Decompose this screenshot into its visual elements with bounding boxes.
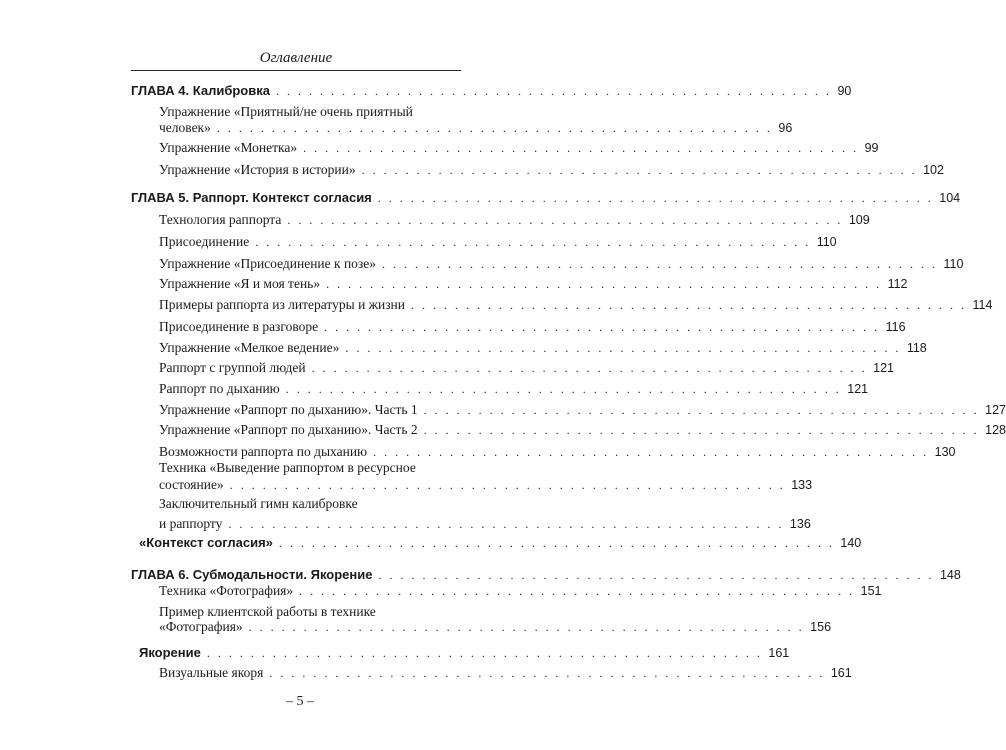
dot-leader: . . . . . . . . . . . . . . . . . . . . . . . . . . . . . . . . . . . . . . . . . . . . . . . . . . . <box>378 568 934 582</box>
toc-page-number: 99 <box>864 141 879 155</box>
toc-subsection-entry <box>139 645 790 661</box>
toc-entry <box>159 212 870 228</box>
toc-page-number: 121 <box>873 361 894 375</box>
toc-entry-first-line: Заключительный гимн калибровке <box>159 496 358 511</box>
dot-leader: . . . . . . . . . . . . . . . . . . . . . . . . . . . . . . . . . . . . . . . . . . . . . . . . . . . <box>324 320 880 334</box>
dot-leader: . . . . . . . . . . . . . . . . . . . . . . . . . . . . . . . . . . . . . . . . . . . . . . . . . . . <box>411 298 967 312</box>
header-rule <box>131 70 461 71</box>
dot-leader: . . . . . . . . . . . . . . . . . . . . . . . . . . . . . . . . . . . . . . . . . . . . . . . . . . . <box>373 445 929 459</box>
page-number: – 5 – <box>286 694 314 709</box>
toc-entry <box>159 319 906 335</box>
toc-page-number: 114 <box>972 298 993 312</box>
dot-leader: . . . . . . . . . . . . . . . . . . . . . . . . . . . . . . . . . . . . . . . . . . . . . . . . . . . <box>377 191 934 205</box>
dot-leader: . . . . . . . . . . . . . . . . . . . . . . . . . . . . . . . . . . . . . . . . . . . . . . . . . . . <box>255 235 811 249</box>
dot-leader: . . . . . . . . . . . . . . . . . . . . . . . . . . . . . . . . . . . . . . . . . . . . . . . . . . . <box>326 277 882 291</box>
toc-entry-title: и раппорту <box>159 516 223 531</box>
toc-chapter-entry <box>131 567 961 583</box>
toc-entry-title: Технология раппорта <box>159 212 282 227</box>
toc-entry-title: Упражнение «Раппорт по дыханию». Часть 1 <box>159 402 418 417</box>
dot-leader: . . . . . . . . . . . . . . . . . . . . . . . . . . . . . . . . . . . . . . . . . . . . . . . . . . . <box>423 403 980 417</box>
toc-entry-first-line: Пример клиентской работы в технике <box>159 604 376 619</box>
toc-entry <box>159 162 944 178</box>
toc-page-number: 110 <box>943 257 964 271</box>
toc-entry-first-line: Упражнение «Приятный/не очень приятный <box>159 104 413 119</box>
toc-entry <box>159 402 1006 418</box>
toc-entry-title: Упражнение «История в истории» <box>159 162 356 177</box>
toc-entry <box>159 256 964 272</box>
toc-entry-title: Упражнение «Мелкое ведение» <box>159 340 340 355</box>
toc-page-number: 161 <box>830 666 852 680</box>
toc-page-number: 156 <box>810 620 832 634</box>
toc-entry-title: «Контекст согласия» <box>139 535 273 550</box>
toc-entry-title: ГЛАВА 6. Субмодальности. Якорение <box>131 567 373 582</box>
toc-page-number: 136 <box>789 517 811 531</box>
toc-page-number: 127 <box>985 403 1006 417</box>
dot-leader: . . . . . . . . . . . . . . . . . . . . . . . . . . . . . . . . . . . . . . . . . . . . . . . . . . . <box>275 84 832 98</box>
toc-page-number: 140 <box>840 536 862 550</box>
running-header-title: Оглавление <box>259 50 333 66</box>
toc-subsection-entry <box>139 535 862 551</box>
toc-entry-title: ГЛАВА 5. Раппорт. Контекст согласия <box>131 190 372 205</box>
dot-leader: . . . . . . . . . . . . . . . . . . . . . . . . . . . . . . . . . . . . . . . . . . . . . . . . . . . <box>248 620 805 634</box>
toc-page-number: 148 <box>939 568 961 582</box>
toc-entry-title: человек» <box>159 120 211 135</box>
toc-entry <box>159 120 793 136</box>
toc-entry <box>159 422 1006 438</box>
toc-entry-title: Упражнение «Монетка» <box>159 140 298 155</box>
toc-entry-title: Возможности раппорта по дыханию <box>159 444 368 459</box>
toc-page-number: 128 <box>985 423 1006 437</box>
dot-leader: . . . . . . . . . . . . . . . . . . . . . . . . . . . . . . . . . . . . . . . . . . . . . . . . . . . <box>206 646 763 660</box>
toc-entry <box>159 234 837 250</box>
toc-entry-title: Присоединение в разговоре <box>159 319 319 334</box>
toc-entry <box>159 340 927 356</box>
dot-leader: . . . . . . . . . . . . . . . . . . . . . . . . . . . . . . . . . . . . . . . . . . . . . . . . . . . <box>382 257 938 271</box>
toc-entry <box>159 381 869 397</box>
toc-page-number: 102 <box>923 163 944 177</box>
toc-page-number: 161 <box>768 646 790 660</box>
toc-entry-title: Визуальные якоря <box>159 665 264 680</box>
toc-page-number: 130 <box>934 445 956 459</box>
dot-leader: . . . . . . . . . . . . . . . . . . . . . . . . . . . . . . . . . . . . . . . . . . . . . . . . . . . <box>278 536 835 550</box>
toc-entry <box>159 444 956 460</box>
toc-chapter-entry <box>131 190 961 206</box>
toc-entry-title: Присоединение <box>159 234 250 249</box>
dot-leader: . . . . . . . . . . . . . . . . . . . . . . . . . . . . . . . . . . . . . . . . . . . . . . . . . . . <box>299 584 855 598</box>
toc-entry-title: Упражнение «Присоединение к позе» <box>159 256 377 271</box>
toc-entry <box>159 619 832 635</box>
toc-page-number: 133 <box>791 478 813 492</box>
dot-leader: . . . . . . . . . . . . . . . . . . . . . . . . . . . . . . . . . . . . . . . . . . . . . . . . . . . <box>269 666 825 680</box>
toc-page-number: 116 <box>885 320 906 334</box>
toc-page-number: 112 <box>887 277 908 291</box>
toc-entry <box>159 477 813 493</box>
toc-entry <box>159 583 882 599</box>
dot-leader: . . . . . . . . . . . . . . . . . . . . . . . . . . . . . . . . . . . . . . . . . . . . . . . . . . . <box>285 382 842 396</box>
toc-page-number: 151 <box>860 584 882 598</box>
dot-leader: . . . . . . . . . . . . . . . . . . . . . . . . . . . . . . . . . . . . . . . . . . . . . . . . . . . <box>228 517 784 531</box>
toc-page-number: 96 <box>778 121 793 135</box>
dot-leader: . . . . . . . . . . . . . . . . . . . . . . . . . . . . . . . . . . . . . . . . . . . . . . . . . . . <box>345 341 901 355</box>
dot-leader: . . . . . . . . . . . . . . . . . . . . . . . . . . . . . . . . . . . . . . . . . . . . . . . . . . . <box>423 423 980 437</box>
toc-entry-title: Раппорт по дыханию <box>159 381 280 396</box>
dot-leader: . . . . . . . . . . . . . . . . . . . . . . . . . . . . . . . . . . . . . . . . . . . . . . . . . . . <box>229 478 786 492</box>
toc-entry-first-line: Техника «Выведение раппортом в ресурсное <box>159 460 416 475</box>
toc-page-number: 104 <box>939 191 961 205</box>
toc-entry <box>159 297 993 313</box>
toc-entry-title: Упражнение «Раппорт по дыханию». Часть 2 <box>159 422 418 437</box>
toc-entry <box>159 276 908 292</box>
toc-entry-title: состояние» <box>159 477 224 492</box>
toc-page-number: 90 <box>837 84 852 98</box>
toc-page-number: 118 <box>906 341 927 355</box>
toc-entry-title: Примеры раппорта из литературы и жизни <box>159 297 405 312</box>
toc-chapter-entry <box>131 83 852 99</box>
toc-entry-title: Якорение <box>139 645 201 660</box>
toc-entry <box>159 516 811 532</box>
toc-page-number: 110 <box>816 235 837 249</box>
toc-entry-title: Упражнение «Я и моя тень» <box>159 276 321 291</box>
toc-page-number: 121 <box>847 382 869 396</box>
dot-leader: . . . . . . . . . . . . . . . . . . . . . . . . . . . . . . . . . . . . . . . . . . . . . . . . . . . <box>287 213 843 227</box>
toc-entry-title: Техника «Фотография» <box>159 583 294 598</box>
toc-entry <box>159 665 852 681</box>
toc-entry-title: ГЛАВА 4. Калибровка <box>131 83 270 98</box>
toc-entry-title: Раппорт с группой людей <box>159 360 306 375</box>
toc-entry-title: «Фотография» <box>159 619 243 634</box>
dot-leader: . . . . . . . . . . . . . . . . . . . . . . . . . . . . . . . . . . . . . . . . . . . . . . . . . . . <box>303 141 859 155</box>
toc-page-number: 109 <box>848 213 870 227</box>
dot-leader: . . . . . . . . . . . . . . . . . . . . . . . . . . . . . . . . . . . . . . . . . . . . . . . . . . . <box>311 361 868 375</box>
toc-entry <box>159 140 879 156</box>
toc-entry <box>159 360 894 376</box>
dot-leader: . . . . . . . . . . . . . . . . . . . . . . . . . . . . . . . . . . . . . . . . . . . . . . . . . . . <box>216 121 773 135</box>
dot-leader: . . . . . . . . . . . . . . . . . . . . . . . . . . . . . . . . . . . . . . . . . . . . . . . . . . . <box>361 163 918 177</box>
